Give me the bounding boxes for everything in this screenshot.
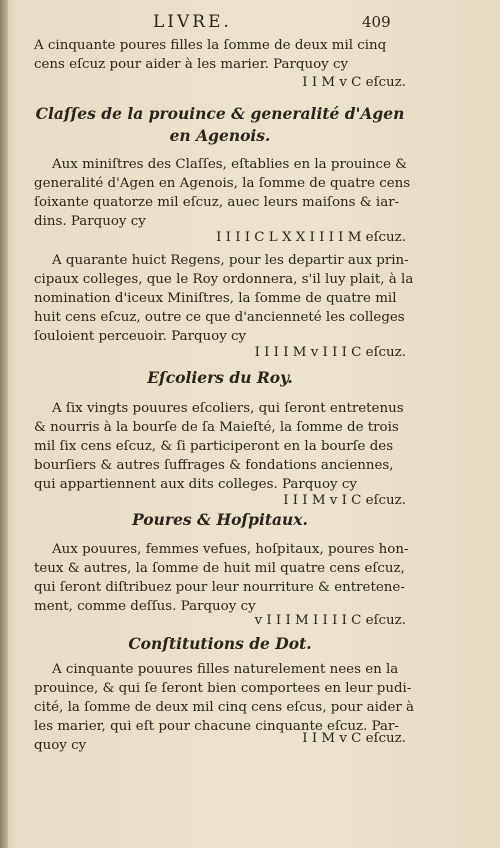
text-line: huit cens eſcuz, outre ce que d'ancienneté les colleges [34, 310, 405, 325]
text-line: nomination d'iceux Miniſtres, la ſomme de quatre mil [34, 291, 397, 306]
section-heading: Poures & Hoſpitaux. [132, 510, 308, 529]
line-total: v I I I M I I I I C eſcuz. [254, 613, 406, 628]
line-total: I I I M v I C eſcuz. [283, 493, 406, 508]
section-heading: Conſtitutions de Dot. [128, 634, 312, 653]
text-line: Aux miniſtres des Claſſes, eſtablies en la prouince & [52, 157, 408, 172]
text-line: ſoixante quatorze mil eſcuz, auec leurs maiſons & iar- [34, 195, 400, 210]
text-line: generalité d'Agen en Agenois, la ſomme de quatre cens [34, 176, 411, 191]
line-total: I I M v C eſcuz. [302, 731, 406, 746]
text-line: les marier, qui eſt pour chacune cinquante eſcuz. Par- [34, 719, 399, 734]
text-line: A cinquante pouures filles naturelement nees en la [52, 662, 399, 677]
line-total: I I I I C L X X I I I I M eſcuz. [216, 230, 406, 245]
text-line: cité, la ſomme de deux mil cinq cens eſcus, pour aider à [34, 700, 415, 715]
text-line: cipaux colleges, que le Roy ordonnera, s'il luy plait, à la [34, 272, 414, 287]
text-line: & nourris à la bourſe de ſa Maieſté, la ſomme de trois [34, 420, 399, 435]
page-gutter [0, 0, 8, 848]
line-total: I I I I M v I I I C eſcuz. [254, 345, 406, 360]
text-line: cens eſcuz pour aider à les marier. Parquoy cy [34, 57, 349, 72]
text-line: quoy cy [34, 738, 87, 753]
text-line: dins. Parquoy cy [34, 214, 146, 229]
text-line: prouince, & qui ſe ſeront bien comportees en leur pudi- [34, 681, 412, 696]
text-line: qui appartiennent aux dits colleges. Parquoy cy [34, 477, 357, 492]
text-line: A cinquante poures filles la ſomme de deux mil cinq [34, 38, 387, 53]
line-total: I I M v C eſcuz. [302, 75, 406, 90]
text-line: Aux pouures, femmes vefues, hoſpitaux, poures hon- [52, 542, 409, 557]
text-line: ſouloient perceuoir. Parquoy cy [34, 329, 247, 344]
text-line: A quarante huict Regens, pour les departir aux prin- [52, 253, 409, 268]
section-heading-cont: en Agenois. [169, 126, 271, 145]
section-heading: Eſcoliers du Roy. [147, 368, 293, 387]
text-line: ment, comme deſſus. Parquoy cy [34, 599, 256, 614]
text-line: A ſix vingts pouures eſcoliers, qui ſeront entretenus [52, 401, 404, 416]
text-line: qui ſeront diſtribuez pour leur nourriture & entretene- [34, 580, 405, 595]
running-head: LIVRE. [153, 12, 232, 32]
text-line: bourſiers & autres ſuffrages & fondations anciennes, [34, 458, 394, 473]
page-number: 409 [362, 13, 391, 31]
section-heading: Claſſes de la prouince & generalité d'Agen [35, 104, 405, 123]
text-line: mil ſix cens eſcuz, & ſi participeront en la bourſe des [34, 439, 394, 454]
text-line: teux & autres, la ſomme de huit mil quatre cens eſcuz, [34, 561, 405, 576]
